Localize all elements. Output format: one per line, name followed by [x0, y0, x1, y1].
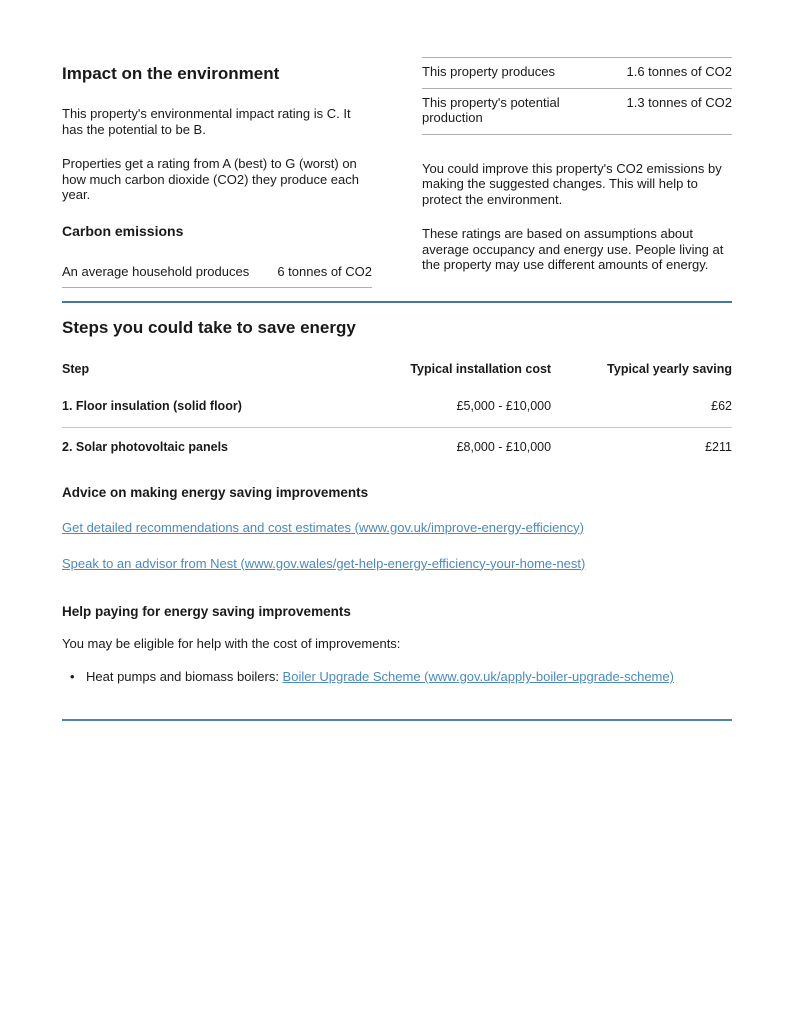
average-household-value: 6 tonnes of CO2 [254, 258, 372, 288]
environment-right-column [422, 55, 732, 292]
section-divider [62, 301, 732, 303]
help-heading: Help paying for energy saving improvements [62, 603, 351, 619]
boiler-upgrade-link[interactable]: Boiler Upgrade Scheme (www.gov.uk/apply-boiler-upgrade-scheme) [282, 669, 674, 684]
rating-scale-paragraph: Properties get a rating from A (best) to G (worst) on how much carbon dioxide (CO2) they produce each year. [62, 156, 359, 202]
yearly-saving: £62 [551, 387, 732, 428]
step-name: 2. Solar photovoltaic panels [62, 439, 229, 454]
table-row [62, 427, 732, 468]
bullet-prefix-text: Heat pumps and biomass boilers: [86, 669, 283, 684]
table-header-row [62, 362, 732, 387]
bullet-icon: • [70, 669, 75, 684]
steps-heading: Steps you could take to save energy [62, 317, 356, 337]
property-produces-label: This property produces [422, 58, 614, 89]
recommendations-link-row [62, 519, 732, 537]
list-item [62, 669, 732, 685]
co2-improvement-paragraph: You could improve this property's CO2 emissions by making the suggested changes. This will help to protect the environment. [422, 160, 722, 207]
page-bottom-divider [62, 719, 732, 721]
environment-section [62, 55, 732, 292]
saving-column-header: Typical yearly saving [607, 361, 732, 376]
impact-rating-paragraph: This property's environmental impact rating is C. It has the potential to be B. [62, 106, 351, 137]
recommendations-link[interactable]: Get detailed recommendations and cost estimates (www.gov.uk/improve-energy-efficiency) [62, 519, 584, 535]
table-row [62, 258, 372, 288]
potential-production-value: 1.3 tonnes of CO2 [614, 88, 732, 134]
environment-left-column [62, 55, 372, 288]
impact-heading: Impact on the environment [62, 64, 280, 83]
ratings-assumptions-paragraph: These ratings are based on assumptions about average occupancy and energy use. People living at the property may use different amounts of energy. [422, 226, 724, 272]
nest-advisor-link-row [62, 555, 732, 573]
advice-heading: Advice on making energy saving improvements [62, 484, 369, 500]
nest-advisor-link[interactable]: Speak to an advisor from Nest (www.gov.wales/get-help-energy-efficiency-your-home-nest) [62, 555, 586, 571]
property-produces-value: 1.6 tonnes of CO2 [614, 58, 732, 89]
steps-section [62, 317, 732, 685]
average-household-label: An average household produces [62, 258, 254, 288]
step-column-header: Step [62, 361, 90, 376]
table-row [422, 58, 732, 89]
potential-production-label: This property's potential production [422, 88, 614, 134]
table-row [422, 88, 732, 134]
carbon-emissions-heading: Carbon emissions [62, 222, 184, 239]
yearly-saving: £211 [705, 439, 732, 454]
installation-cost: £5,000 - £10,000 [384, 387, 552, 428]
installation-cost: £8,000 - £10,000 [456, 439, 552, 454]
step-name: 1. Floor insulation (solid floor) [62, 387, 384, 428]
table-row [62, 387, 732, 428]
help-intro-paragraph: You may be eligible for help with the cost of improvements: [62, 635, 401, 651]
steps-table [62, 362, 732, 468]
cost-column-header: Typical installation cost [410, 361, 552, 376]
bullet-text [86, 669, 674, 685]
carbon-emissions-table-right [422, 57, 732, 135]
carbon-emissions-table-left [62, 258, 372, 289]
